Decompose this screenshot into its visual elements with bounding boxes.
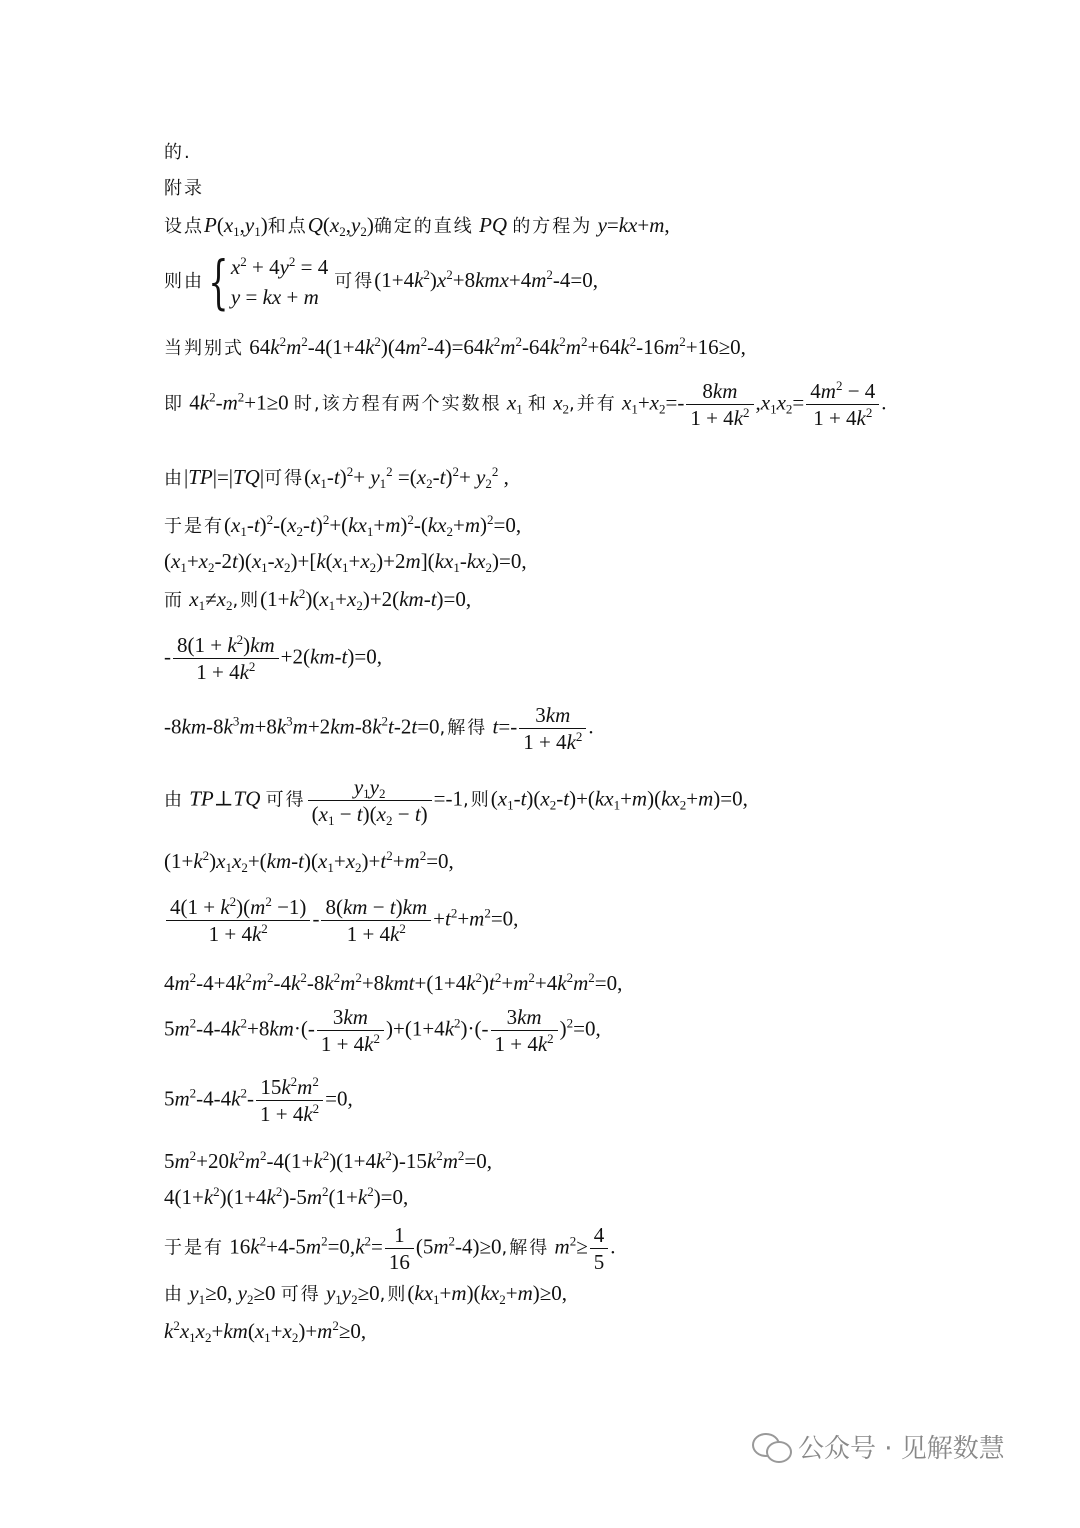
appendix-heading: 附录 xyxy=(164,178,204,199)
watermark xyxy=(752,1428,1005,1465)
text-line-6: 即 $4k^2-m^2+1\ge 0$ 时,该方程有两个实数根 $x_1$ 和 $x_2$,并有 $x_1+x_2=-$ $\frac{8km}{1 + 4k^2}$ $,x_1x_2=$ $\frac{4m^2 - 4}{1 + 4k^2}$ . xyxy=(164,378,887,430)
wechat-icon xyxy=(752,1431,792,1463)
text-line-12: $-8km-8k^3m+8k^3m+2km-8k^2t-2t=0$,解得 t=- $\frac{3km}{1 + 4k^2}$ . xyxy=(164,703,594,754)
text-line-23: $k^2x_1x_2+km(x_1+x_2)+m^2\ge 0$, xyxy=(164,1318,367,1345)
text-line-5: 当判别式 $64k^2m^2-4(1+4k^2)(4m^2-4)=64k^2m^2-64k^2m^2+64k^2-16m^2+16\ge 0$, xyxy=(164,334,746,359)
system-line: 则由{ $x^2 + 4y^2 = 4$ y = kx + m 可得$(1+4k^2)x^2+8kmx+4m^2-4=0$, xyxy=(164,248,599,316)
text-line-15: $\frac{4(1 + k^2)(m^2 -1)}{1 + 4k^2}$ - $\frac{8(km - t)km}{1 + 4k^2}$ $+t^2+m^2=0$, xyxy=(164,894,518,947)
text-line-10: 而 $x_1\ne x_2$,则$(1+k^2)(x_1+x_2)+2(km-t)=0$, xyxy=(164,586,472,613)
text-line-1 xyxy=(164,136,192,168)
text-line-7: 由|TP|=|TQ|可得$(x_1-t)^2+ y_1^2 =(x_2-t)^2+ y_2^2$ , xyxy=(164,464,509,491)
text-line-8: 于是有$(x_1-t)^2-(x_2-t)^2+(kx_1+m)^2-(kx_2+m)^2=0$, xyxy=(164,512,522,539)
text-line-11: - $\frac{8(1 + k^2)km}{1 + 4k^2}$ +2(km-t)=0, xyxy=(164,632,382,684)
text-line-16: $4m^2-4+4k^2m^2-4k^2-8k^2m^2+8kmt+(1+4k^2)t^2+m^2+4k^2m^2=0$, xyxy=(164,970,623,995)
text-line-22: 由 $y_1\ge 0$, $y_2\ge 0$ 可得 $y_1y_2\ge 0$,则$(kx_1+m)(kx_2+m)\ge 0$, xyxy=(164,1281,568,1307)
text-line-14: $(1+k^2)x_1x_2+(km-t)(x_1+x_2)+t^2+m^2=0$, xyxy=(164,848,454,875)
text-line-21: 于是有 $16k^2+4-5m^2=0,k^2=$ $\frac{1}{16}$ $(5m^2-4)\ge 0$,解得 $m^2\ge$ $\frac{4}{5}$ . xyxy=(164,1223,616,1274)
text-line-17: $5m^2-4-4k^2+8km\cdot(-$ $\frac{3km}{1 + 4k^2}$ )$+(1+4k^2)\cdot(-$ $\frac{3km}{1 + 4k^2}$ )$^2$=0, xyxy=(164,1005,601,1056)
text-line-9: $(x_1+x_2-2t)(x_1-x_2)+[k(x_1+x_2)+2m](kx_1-kx_2)=0$, xyxy=(164,549,527,575)
watermark-label: 公众号 · 见解数慧 xyxy=(798,1434,1005,1464)
text-de: 的. xyxy=(164,142,192,163)
text-line-3: 设点$P(x_1,y_1)$和点$Q(x_2,y_2)$确定的直线 PQ 的方程为 y=kx+m, xyxy=(164,213,670,239)
text-line-13: 由 TP⊥TQ 可得 $\frac{y_1y_2}{(x_1 - t)(x_2 - t)}$ =-1,则$(x_1-t)(x_2-t)+(kx_1+m)(kx_2+m)=0$, xyxy=(164,775,748,828)
text-line-20: $4(1+k^2)(1+4k^2)-5m^2(1+k^2)=0$, xyxy=(164,1184,409,1209)
text-line-18: $5m^2-4-4k^2-$ $\frac{15k^2m^2}{1 + 4k^2}$ =0, xyxy=(164,1074,353,1126)
text-line-19: $5m^2+20k^2m^2-4(1+k^2)(1+4k^2)-15k^2m^2=0$, xyxy=(164,1148,492,1173)
